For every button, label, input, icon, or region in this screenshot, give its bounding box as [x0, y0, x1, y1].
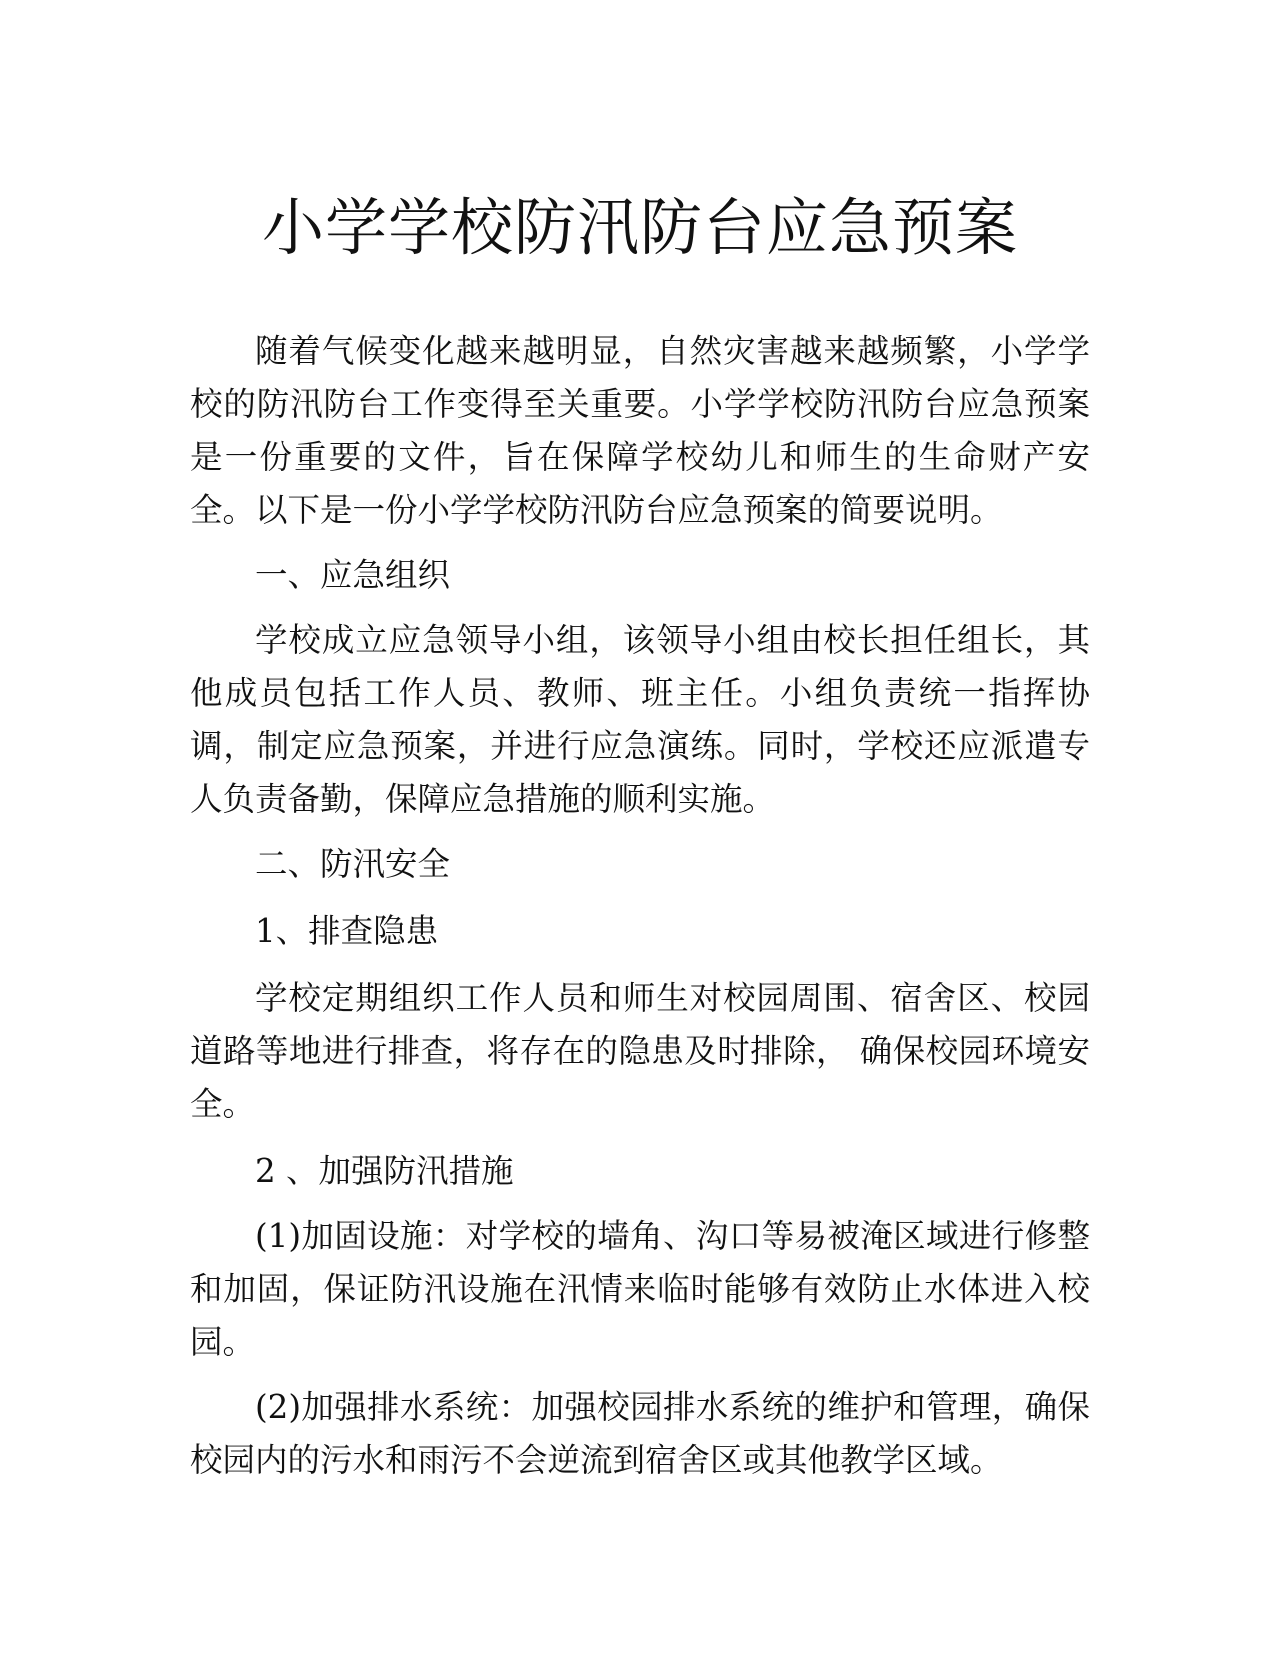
- measure-reinforcement-paragraph: (1)加固设施：对学校的墙角、沟口等易被淹区域进行修整和加固，保证防汛设施在汛情来临时能够有效防止水体进入校园。: [190, 1217, 1090, 1361]
- document-body: [190, 325, 1090, 1487]
- intro-paragraph: 随着气候变化越来越明显，自然灾害越来越频繁，小学学校的防汛防台工作变得至关重要。小学学校防汛防台应急预案是一份重要的文件，旨在保障学校幼儿和师生的生命财产安全。以下是一份小学学校防汛防台应急预案的简要说明。: [190, 332, 1090, 529]
- hazard-check-paragraph: 学校定期组织工作人员和师生对校园周围、宿舍区、校园道路等地进行排查，将存在的隐患及时排除， 确保校园环境安全。: [190, 979, 1090, 1123]
- section-heading-flood-safety: 二、防汛安全: [255, 845, 451, 883]
- measure-drainage-paragraph: (2)加强排水系统：加强校园排水系统的维护和管理，确保校园内的污水和雨污不会逆流到宿舍区或其他教学区域。: [190, 1388, 1090, 1479]
- emergency-organization-paragraph: 学校成立应急领导小组，该领导小组由校长担任组长，其他成员包括工作人员、教师、班主任。小组负责统一指挥协调，制定应急预案，并进行应急演练。同时，学校还应派遣专人负责备勤，保障应急措施的顺利实施。: [190, 621, 1090, 818]
- section-heading-emergency-organization: 一、应急组织: [255, 556, 451, 594]
- subheading-hazard-check: 1、排查隐患: [255, 912, 439, 950]
- document-title: 小学学校防汛防台应急预案: [261, 191, 1018, 264]
- subheading-flood-measures: 2 、加强防汛措施: [255, 1152, 514, 1190]
